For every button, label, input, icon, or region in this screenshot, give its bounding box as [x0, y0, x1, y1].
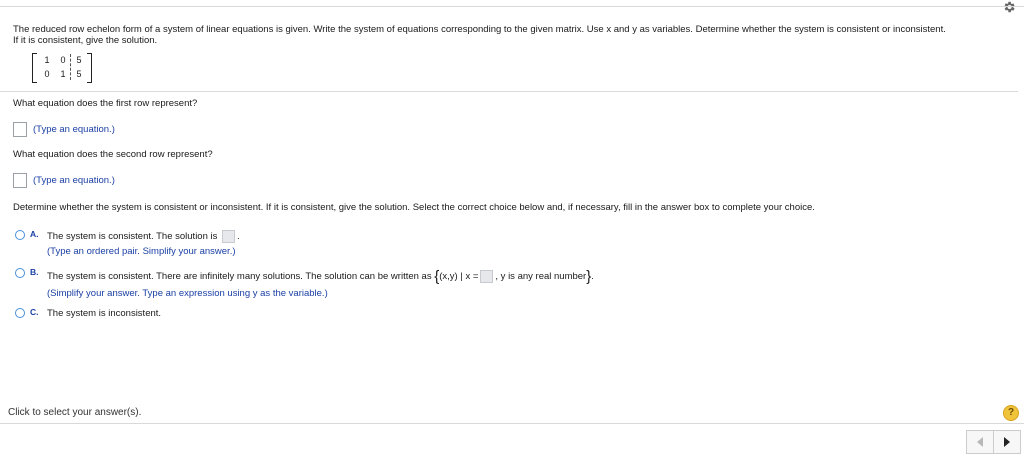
- q2-answer-box[interactable]: [13, 173, 27, 188]
- section-divider: [0, 91, 1018, 92]
- prev-button[interactable]: [966, 430, 993, 454]
- next-arrow-icon: [1004, 437, 1010, 447]
- choice-a-letter: A.: [30, 229, 39, 239]
- choice-a-hint: (Type an ordered pair. Simplify your answer.): [47, 246, 236, 257]
- choice-c-radio[interactable]: [15, 308, 25, 318]
- help-icon[interactable]: ?: [1003, 405, 1019, 421]
- q3-prompt: Determine whether the system is consistent or inconsistent. If it is consistent, give the solution. Select the correct choice below and, if necessary, fill in the answer box to complete your choice.: [13, 202, 815, 213]
- choice-a-answer-box[interactable]: [222, 230, 235, 243]
- choice-b-answer-box[interactable]: [480, 270, 493, 283]
- q2-prompt: What equation does the second row represent?: [13, 149, 213, 160]
- choice-b-letter: B.: [30, 267, 39, 277]
- choice-c-letter: C.: [30, 307, 39, 317]
- set-close-brace: }: [586, 268, 592, 285]
- q2-hint: (Type an equation.): [33, 175, 115, 186]
- navigation-buttons: [966, 430, 1021, 454]
- q1-answer-box[interactable]: [13, 122, 27, 137]
- choice-c-text: The system is inconsistent.: [47, 308, 162, 319]
- matrix-cell: 1: [44, 55, 50, 65]
- status-text: Click to select your answer(s).: [8, 407, 142, 418]
- matrix-cell: 0: [44, 69, 50, 79]
- matrix-cell: 5: [76, 69, 82, 79]
- question-line-1: The reduced row echelon form of a system of linear equations is given. Write the system of equations corresponding to the given matrix. Use x and y as variables. Determine whether the system is consistent or inconsistent.: [13, 24, 946, 35]
- bottom-divider: [0, 423, 1024, 424]
- matrix-left-bracket: [32, 53, 37, 83]
- choice-a-text: [47, 230, 1018, 243]
- augmented-matrix: [32, 53, 92, 81]
- choice-b-set-suffix: , y is any real number: [495, 271, 587, 282]
- choice-c[interactable]: [13, 308, 1018, 319]
- choice-b-label: The system is consistent. There are infinitely many solutions. The solution can be written as: [47, 271, 432, 282]
- top-divider: [0, 6, 1024, 7]
- choice-b-set-prefix: (x,y) | x =: [439, 271, 479, 282]
- q1-prompt: What equation does the first row represent?: [13, 98, 198, 109]
- set-open-brace: {: [434, 268, 440, 285]
- question-area: [13, 24, 1018, 319]
- question-line-2: If it is consistent, give the solution.: [13, 35, 158, 46]
- matrix-augment-line: [70, 54, 71, 80]
- q2-answer-row: [13, 173, 1018, 188]
- choice-b-hint: (Simplify your answer. Type an expression using y as the variable.): [47, 288, 328, 299]
- q1-answer-row: [13, 122, 1018, 137]
- choice-a-period: .: [237, 231, 240, 243]
- matrix-right-bracket: [87, 53, 92, 83]
- choice-a-label: The system is consistent. The solution is: [47, 231, 218, 243]
- choice-a-radio[interactable]: [15, 230, 25, 240]
- choice-b[interactable]: [13, 268, 1018, 299]
- next-button[interactable]: [993, 430, 1021, 454]
- question-text: [13, 24, 1018, 46]
- choice-a[interactable]: [13, 230, 1018, 257]
- gear-icon[interactable]: [1002, 0, 1016, 14]
- choice-b-radio[interactable]: [15, 268, 25, 278]
- matrix-cell: 5: [76, 55, 82, 65]
- choice-b-period: .: [591, 271, 594, 282]
- prev-arrow-icon: [977, 437, 983, 447]
- choice-b-text: [47, 268, 1018, 285]
- q1-hint: (Type an equation.): [33, 124, 115, 135]
- matrix-cell: 1: [60, 69, 66, 79]
- matrix-cell: 0: [60, 55, 66, 65]
